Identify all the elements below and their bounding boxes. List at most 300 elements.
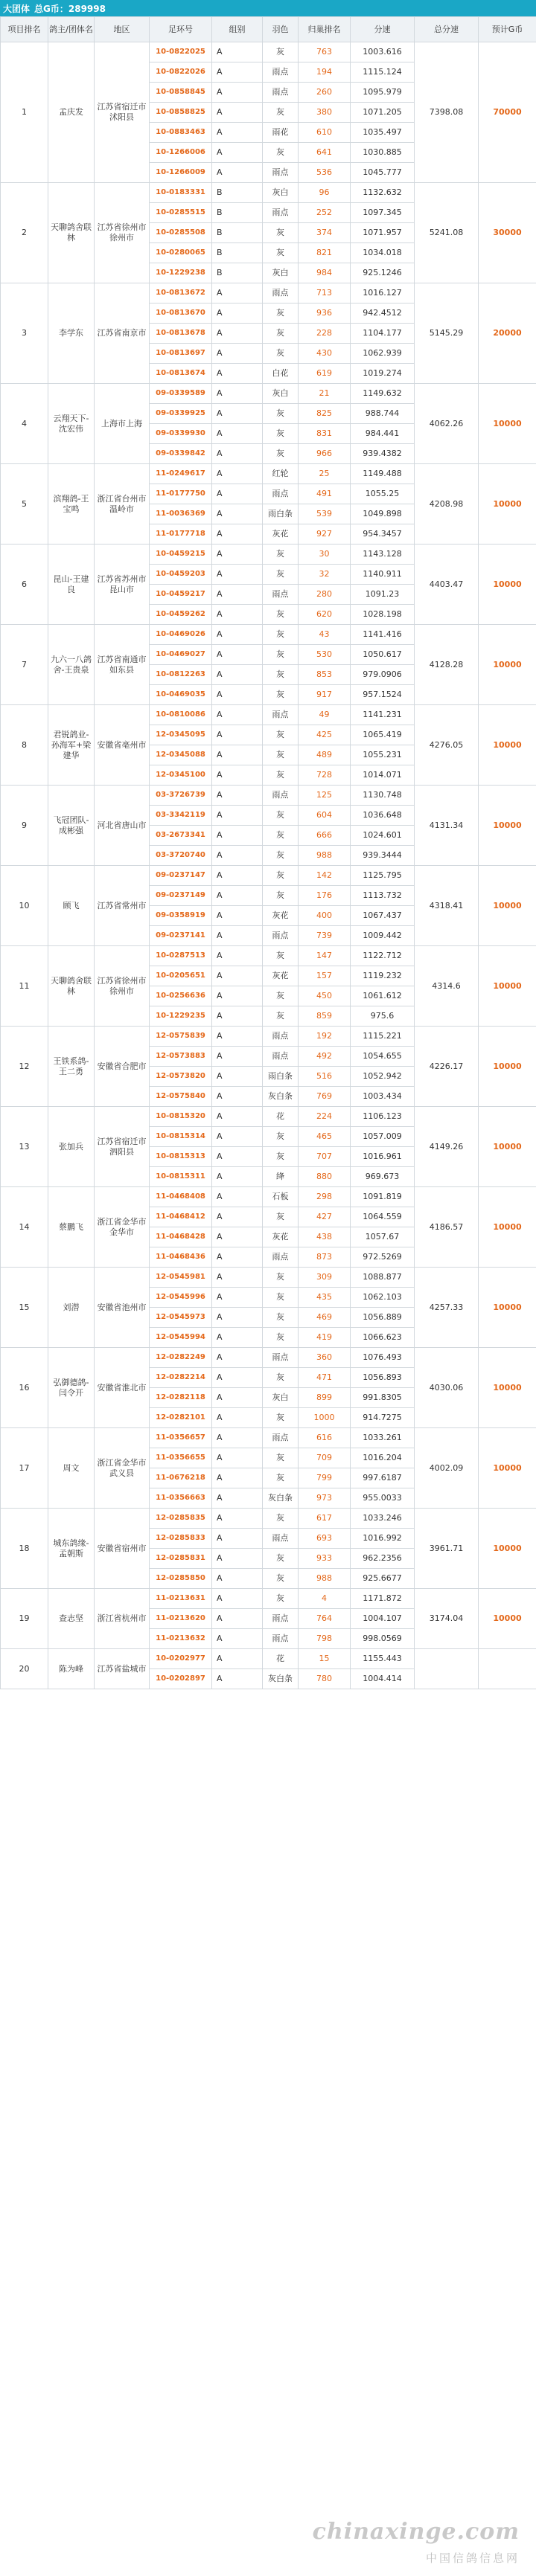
group-cell: A: [212, 745, 263, 765]
speed-cell: 1033.261: [351, 1428, 415, 1448]
position-cell: 142: [299, 866, 351, 886]
group-cell: A: [212, 605, 263, 625]
speed-cell: 1056.893: [351, 1368, 415, 1388]
ring-number-cell: 12-0282101: [150, 1408, 212, 1428]
area-cell: 浙江省金华市武义县: [95, 1428, 150, 1509]
position-cell: 927: [299, 524, 351, 545]
ring-number-cell: 11-0177718: [150, 524, 212, 545]
color-cell: 灰: [263, 806, 299, 826]
speed-cell: 1119.232: [351, 966, 415, 986]
speed-cell: 954.3457: [351, 524, 415, 545]
area-cell: 浙江省台州市温岭市: [95, 464, 150, 545]
prize-cell: 10000: [479, 464, 536, 545]
ring-number-cell: 12-0545973: [150, 1308, 212, 1328]
color-cell: 灰: [263, 1006, 299, 1027]
speed-cell: 1091.819: [351, 1187, 415, 1207]
color-cell: 雨点: [263, 1348, 299, 1368]
ring-number-cell: 10-0205651: [150, 966, 212, 986]
speed-cell: 1149.632: [351, 384, 415, 404]
area-cell: 江苏省苏州市昆山市: [95, 545, 150, 625]
color-cell: 灰: [263, 444, 299, 464]
prize-cell: 10000: [479, 1428, 536, 1509]
ring-number-cell: 12-0282249: [150, 1348, 212, 1368]
total-speed-cell: [415, 1649, 479, 1689]
color-cell: 灰: [263, 645, 299, 665]
color-cell: 灰: [263, 1328, 299, 1348]
total-speed-cell: 4314.6: [415, 946, 479, 1027]
prize-cell: 10000: [479, 1107, 536, 1187]
area-cell: 江苏省南通市如东县: [95, 625, 150, 705]
group-cell: A: [212, 725, 263, 745]
ring-number-cell: 10-0858825: [150, 103, 212, 123]
table-row: [1, 384, 536, 404]
ring-number-cell: 12-0285831: [150, 1549, 212, 1569]
position-cell: 536: [299, 163, 351, 183]
ring-number-cell: 11-0468408: [150, 1187, 212, 1207]
ring-number-cell: 09-0358919: [150, 906, 212, 926]
speed-cell: 1155.443: [351, 1649, 415, 1669]
owner-name-cell: 刘潜: [48, 1268, 95, 1348]
ring-number-cell: 09-0339925: [150, 404, 212, 424]
group-cell: A: [212, 324, 263, 344]
position-cell: 853: [299, 665, 351, 685]
total-speed-cell: 7398.08: [415, 42, 479, 183]
ring-number-cell: 10-0813672: [150, 283, 212, 303]
table-row: [1, 1509, 536, 1529]
position-cell: 516: [299, 1067, 351, 1087]
position-cell: 157: [299, 966, 351, 986]
rank-cell: 14: [1, 1187, 48, 1268]
ring-number-cell: 03-3720740: [150, 846, 212, 866]
table-row: [1, 946, 536, 966]
position-cell: 709: [299, 1448, 351, 1468]
ring-number-cell: 10-0287513: [150, 946, 212, 966]
rank-cell: 7: [1, 625, 48, 705]
ring-number-cell: 11-0213620: [150, 1609, 212, 1629]
owner-name-cell: 陈为峰: [48, 1649, 95, 1689]
group-cell: A: [212, 1207, 263, 1227]
owner-name-cell: 城东鸽缘-孟朝斯: [48, 1509, 95, 1589]
color-cell: 灰白: [263, 183, 299, 203]
group-cell: A: [212, 1247, 263, 1268]
ring-number-cell: 10-0822026: [150, 62, 212, 83]
group-cell: A: [212, 685, 263, 705]
group-cell: A: [212, 1328, 263, 1348]
rank-cell: 19: [1, 1589, 48, 1649]
position-cell: 427: [299, 1207, 351, 1227]
ring-number-cell: 11-0213631: [150, 1589, 212, 1609]
group-cell: A: [212, 765, 263, 786]
group-cell: A: [212, 625, 263, 645]
color-cell: 雨点: [263, 926, 299, 946]
table-row: [1, 283, 536, 303]
position-cell: 616: [299, 1428, 351, 1448]
watermark-site: chinaxinge.com: [312, 2519, 520, 2545]
group-cell: A: [212, 1147, 263, 1167]
color-cell: 灰: [263, 1468, 299, 1488]
color-cell: 雨点: [263, 62, 299, 83]
ring-number-cell: 10-1266009: [150, 163, 212, 183]
color-cell: 灰: [263, 826, 299, 846]
group-cell: A: [212, 1308, 263, 1328]
position-cell: 125: [299, 786, 351, 806]
color-cell: 雨点: [263, 1428, 299, 1448]
group-cell: A: [212, 1227, 263, 1247]
color-cell: 石板: [263, 1187, 299, 1207]
group-cell: A: [212, 1348, 263, 1368]
group-cell: B: [212, 263, 263, 283]
speed-cell: 1016.992: [351, 1529, 415, 1549]
color-cell: 灰白条: [263, 1087, 299, 1107]
group-cell: A: [212, 1087, 263, 1107]
color-cell: 灰: [263, 1368, 299, 1388]
group-cell: A: [212, 806, 263, 826]
speed-cell: 925.6677: [351, 1569, 415, 1589]
owner-name-cell: 弘御德鸽-闫令开: [48, 1348, 95, 1428]
group-cell: A: [212, 504, 263, 524]
color-cell: 灰: [263, 143, 299, 163]
position-cell: 933: [299, 1549, 351, 1569]
color-cell: 灰: [263, 765, 299, 786]
speed-cell: 1095.979: [351, 83, 415, 103]
ring-number-cell: 11-0177750: [150, 484, 212, 504]
table-row: [1, 1589, 536, 1609]
owner-name-cell: 张加兵: [48, 1107, 95, 1187]
total-speed-cell: 4318.41: [415, 866, 479, 946]
color-cell: 灰: [263, 866, 299, 886]
speed-cell: 939.4382: [351, 444, 415, 464]
group-cell: A: [212, 1529, 263, 1549]
group-cell: A: [212, 786, 263, 806]
col-header: 足环号: [150, 17, 212, 42]
total-speed-cell: 4257.33: [415, 1268, 479, 1348]
color-cell: 灰: [263, 424, 299, 444]
ring-number-cell: 10-0883463: [150, 123, 212, 143]
group-cell: A: [212, 665, 263, 685]
color-cell: 灰花: [263, 966, 299, 986]
ring-number-cell: 10-0469026: [150, 625, 212, 645]
col-header: 地区: [95, 17, 150, 42]
speed-cell: 1052.942: [351, 1067, 415, 1087]
watermark-caption: 中国信鸽信息网: [425, 2551, 520, 2565]
group-cell: A: [212, 1006, 263, 1027]
ring-number-cell: 10-0813674: [150, 364, 212, 384]
prize-cell: 10000: [479, 866, 536, 946]
speed-cell: 1076.493: [351, 1348, 415, 1368]
ring-number-cell: 10-0459215: [150, 545, 212, 565]
group-cell: A: [212, 1288, 263, 1308]
position-cell: 4: [299, 1589, 351, 1609]
position-cell: 469: [299, 1308, 351, 1328]
speed-cell: 1016.961: [351, 1147, 415, 1167]
color-cell: 灰: [263, 1147, 299, 1167]
table-row: [1, 866, 536, 886]
prize-cell: 10000: [479, 946, 536, 1027]
area-cell: 浙江省金华市金华市: [95, 1187, 150, 1268]
ring-number-cell: 10-0813678: [150, 324, 212, 344]
position-cell: 450: [299, 986, 351, 1006]
speed-cell: 972.5269: [351, 1247, 415, 1268]
rank-cell: 18: [1, 1509, 48, 1589]
color-cell: 雨花: [263, 123, 299, 143]
position-cell: 763: [299, 42, 351, 62]
owner-name-cell: 九六一八鸽舍-王贵泉: [48, 625, 95, 705]
color-cell: 灰白条: [263, 1669, 299, 1689]
position-cell: 192: [299, 1027, 351, 1047]
group-cell: A: [212, 42, 263, 62]
owner-name-cell: 飞冠团队-成彬强: [48, 786, 95, 866]
prize-cell: 20000: [479, 283, 536, 384]
group-cell: A: [212, 404, 263, 424]
group-cell: A: [212, 1368, 263, 1388]
speed-cell: 1014.071: [351, 765, 415, 786]
rank-cell: 16: [1, 1348, 48, 1428]
position-cell: 147: [299, 946, 351, 966]
ring-number-cell: 10-0858845: [150, 83, 212, 103]
color-cell: 花: [263, 1649, 299, 1669]
ring-number-cell: 12-0545981: [150, 1268, 212, 1288]
speed-cell: 1004.414: [351, 1669, 415, 1689]
position-cell: 917: [299, 685, 351, 705]
speed-cell: 1045.777: [351, 163, 415, 183]
speed-cell: 1115.124: [351, 62, 415, 83]
position-cell: 769: [299, 1087, 351, 1107]
color-cell: 灰: [263, 986, 299, 1006]
owner-name-cell: 昆山-王建良: [48, 545, 95, 625]
group-cell: A: [212, 926, 263, 946]
speed-cell: 1062.103: [351, 1288, 415, 1308]
speed-cell: 1036.648: [351, 806, 415, 826]
position-cell: 936: [299, 303, 351, 324]
position-cell: 21: [299, 384, 351, 404]
ring-number-cell: 11-0036369: [150, 504, 212, 524]
rank-cell: 15: [1, 1268, 48, 1348]
area-cell: 江苏省徐州市徐州市: [95, 946, 150, 1027]
col-header: 归巢排名: [299, 17, 351, 42]
total-speed-cell: 4276.05: [415, 705, 479, 786]
col-header: 鸽主/团体名: [48, 17, 95, 42]
ring-number-cell: 12-0345088: [150, 745, 212, 765]
position-cell: 619: [299, 364, 351, 384]
speed-cell: 957.1524: [351, 685, 415, 705]
table-row: [1, 1268, 536, 1288]
speed-cell: 1143.128: [351, 545, 415, 565]
ring-number-cell: 11-0356655: [150, 1448, 212, 1468]
speed-cell: 988.744: [351, 404, 415, 424]
ring-number-cell: 11-0213632: [150, 1629, 212, 1649]
position-cell: 25: [299, 464, 351, 484]
color-cell: 灰: [263, 725, 299, 745]
speed-cell: 1091.23: [351, 585, 415, 605]
total-speed-cell: 3961.71: [415, 1509, 479, 1589]
group-cell: A: [212, 384, 263, 404]
area-cell: 江苏省南京市: [95, 283, 150, 384]
total-speed-cell: 5241.08: [415, 183, 479, 283]
total-speed-cell: 4208.98: [415, 464, 479, 545]
position-cell: 491: [299, 484, 351, 504]
ring-number-cell: 11-0468436: [150, 1247, 212, 1268]
group-cell: A: [212, 1167, 263, 1187]
prize-cell: 10000: [479, 1589, 536, 1649]
speed-cell: 1016.127: [351, 283, 415, 303]
position-cell: 739: [299, 926, 351, 946]
table-row: [1, 625, 536, 645]
ring-number-cell: 11-0676218: [150, 1468, 212, 1488]
speed-cell: 1034.018: [351, 243, 415, 263]
total-speed-cell: 4062.26: [415, 384, 479, 464]
color-cell: 灰: [263, 1509, 299, 1529]
total-speed-cell: 4128.28: [415, 625, 479, 705]
prize-cell: 30000: [479, 183, 536, 283]
speed-cell: 1088.877: [351, 1268, 415, 1288]
ring-number-cell: 11-0468412: [150, 1207, 212, 1227]
rank-cell: 12: [1, 1027, 48, 1107]
table-row: [1, 545, 536, 565]
prize-cell: 10000: [479, 1187, 536, 1268]
color-cell: 灰: [263, 1268, 299, 1288]
ring-number-cell: 12-0282118: [150, 1388, 212, 1408]
position-cell: 224: [299, 1107, 351, 1127]
ring-number-cell: 12-0573883: [150, 1047, 212, 1067]
color-cell: 灰: [263, 1448, 299, 1468]
owner-name-cell: 君锐鸽业-孙海军+梁建华: [48, 705, 95, 786]
speed-cell: 1067.437: [351, 906, 415, 926]
area-cell: 安徽省池州市: [95, 1268, 150, 1348]
ring-number-cell: 10-0815313: [150, 1147, 212, 1167]
rank-cell: 17: [1, 1428, 48, 1509]
group-cell: A: [212, 1047, 263, 1067]
color-cell: 雨点: [263, 1047, 299, 1067]
ring-number-cell: 10-0285508: [150, 223, 212, 243]
ring-number-cell: 10-0815311: [150, 1167, 212, 1187]
speed-cell: 914.7275: [351, 1408, 415, 1428]
total-speed-cell: 4131.34: [415, 786, 479, 866]
area-cell: 江苏省常州市: [95, 866, 150, 946]
position-cell: 610: [299, 123, 351, 143]
speed-cell: 1057.009: [351, 1127, 415, 1147]
position-cell: 438: [299, 1227, 351, 1247]
ring-number-cell: 12-0575840: [150, 1087, 212, 1107]
area-cell: 河北省唐山市: [95, 786, 150, 866]
ring-number-cell: 09-0339589: [150, 384, 212, 404]
table-row: [1, 1649, 536, 1669]
col-header: 预计G币: [479, 17, 536, 42]
speed-cell: 955.0033: [351, 1488, 415, 1509]
color-cell: 雨点: [263, 1629, 299, 1649]
speed-cell: 1057.67: [351, 1227, 415, 1247]
group-cell: B: [212, 223, 263, 243]
group-cell: A: [212, 103, 263, 123]
speed-cell: 1055.25: [351, 484, 415, 504]
group-cell: A: [212, 1609, 263, 1629]
group-cell: A: [212, 123, 263, 143]
group-cell: A: [212, 1107, 263, 1127]
position-cell: 30: [299, 545, 351, 565]
group-cell: A: [212, 1408, 263, 1428]
color-cell: 灰: [263, 243, 299, 263]
speed-cell: 975.6: [351, 1006, 415, 1027]
color-cell: 灰白: [263, 263, 299, 283]
group-cell: A: [212, 1649, 263, 1669]
ring-number-cell: 10-0183331: [150, 183, 212, 203]
position-cell: 780: [299, 1669, 351, 1689]
ring-number-cell: 10-0459203: [150, 565, 212, 585]
speed-cell: 1066.623: [351, 1328, 415, 1348]
speed-cell: 1028.198: [351, 605, 415, 625]
color-cell: 灰: [263, 1569, 299, 1589]
area-cell: 浙江省杭州市: [95, 1589, 150, 1649]
color-cell: 雨点: [263, 1529, 299, 1549]
group-cell: B: [212, 183, 263, 203]
col-header: 组别: [212, 17, 263, 42]
position-cell: 492: [299, 1047, 351, 1067]
color-cell: 灰: [263, 1288, 299, 1308]
position-cell: 43: [299, 625, 351, 645]
ring-number-cell: 10-0815314: [150, 1127, 212, 1147]
results-table: [0, 16, 536, 1689]
rank-cell: 6: [1, 545, 48, 625]
ring-number-cell: 10-0813697: [150, 344, 212, 364]
ring-number-cell: 11-0356657: [150, 1428, 212, 1448]
color-cell: 灰: [263, 545, 299, 565]
position-cell: 988: [299, 1569, 351, 1589]
group-cell: A: [212, 62, 263, 83]
speed-cell: 939.3444: [351, 846, 415, 866]
color-cell: 雨点: [263, 786, 299, 806]
group-cell: A: [212, 283, 263, 303]
position-cell: 374: [299, 223, 351, 243]
rank-cell: 3: [1, 283, 48, 384]
color-cell: 雨点: [263, 203, 299, 223]
color-cell: 灰: [263, 946, 299, 966]
position-cell: 798: [299, 1629, 351, 1649]
ring-number-cell: 09-0339930: [150, 424, 212, 444]
prize-cell: 10000: [479, 786, 536, 866]
col-header: 分速: [351, 17, 415, 42]
group-cell: A: [212, 1488, 263, 1509]
ring-number-cell: 10-0202897: [150, 1669, 212, 1689]
position-cell: 988: [299, 846, 351, 866]
position-cell: 973: [299, 1488, 351, 1509]
color-cell: 花: [263, 1107, 299, 1127]
total-speed-cell: 4186.57: [415, 1187, 479, 1268]
color-cell: 雨点: [263, 283, 299, 303]
total-speed-cell: 4149.26: [415, 1107, 479, 1187]
speed-cell: 942.4512: [351, 303, 415, 324]
prize-cell: 10000: [479, 625, 536, 705]
table-row: [1, 705, 536, 725]
color-cell: 雨点: [263, 163, 299, 183]
speed-cell: 1071.205: [351, 103, 415, 123]
owner-name-cell: 云翔天下-沈宏伟: [48, 384, 95, 464]
color-cell: 雨点: [263, 1609, 299, 1629]
ring-number-cell: 10-0812263: [150, 665, 212, 685]
color-cell: 红轮: [263, 464, 299, 484]
owner-name-cell: 查志坚: [48, 1589, 95, 1649]
ring-number-cell: 12-0575839: [150, 1027, 212, 1047]
header-row: [1, 17, 536, 42]
color-cell: 灰: [263, 605, 299, 625]
color-cell: 灰白条: [263, 1488, 299, 1509]
ring-number-cell: 03-3726739: [150, 786, 212, 806]
position-cell: 984: [299, 263, 351, 283]
rank-cell: 1: [1, 42, 48, 183]
speed-cell: 1062.939: [351, 344, 415, 364]
speed-cell: 969.673: [351, 1167, 415, 1187]
speed-cell: 962.2356: [351, 1549, 415, 1569]
ring-number-cell: 09-0237149: [150, 886, 212, 906]
color-cell: 灰: [263, 1308, 299, 1328]
